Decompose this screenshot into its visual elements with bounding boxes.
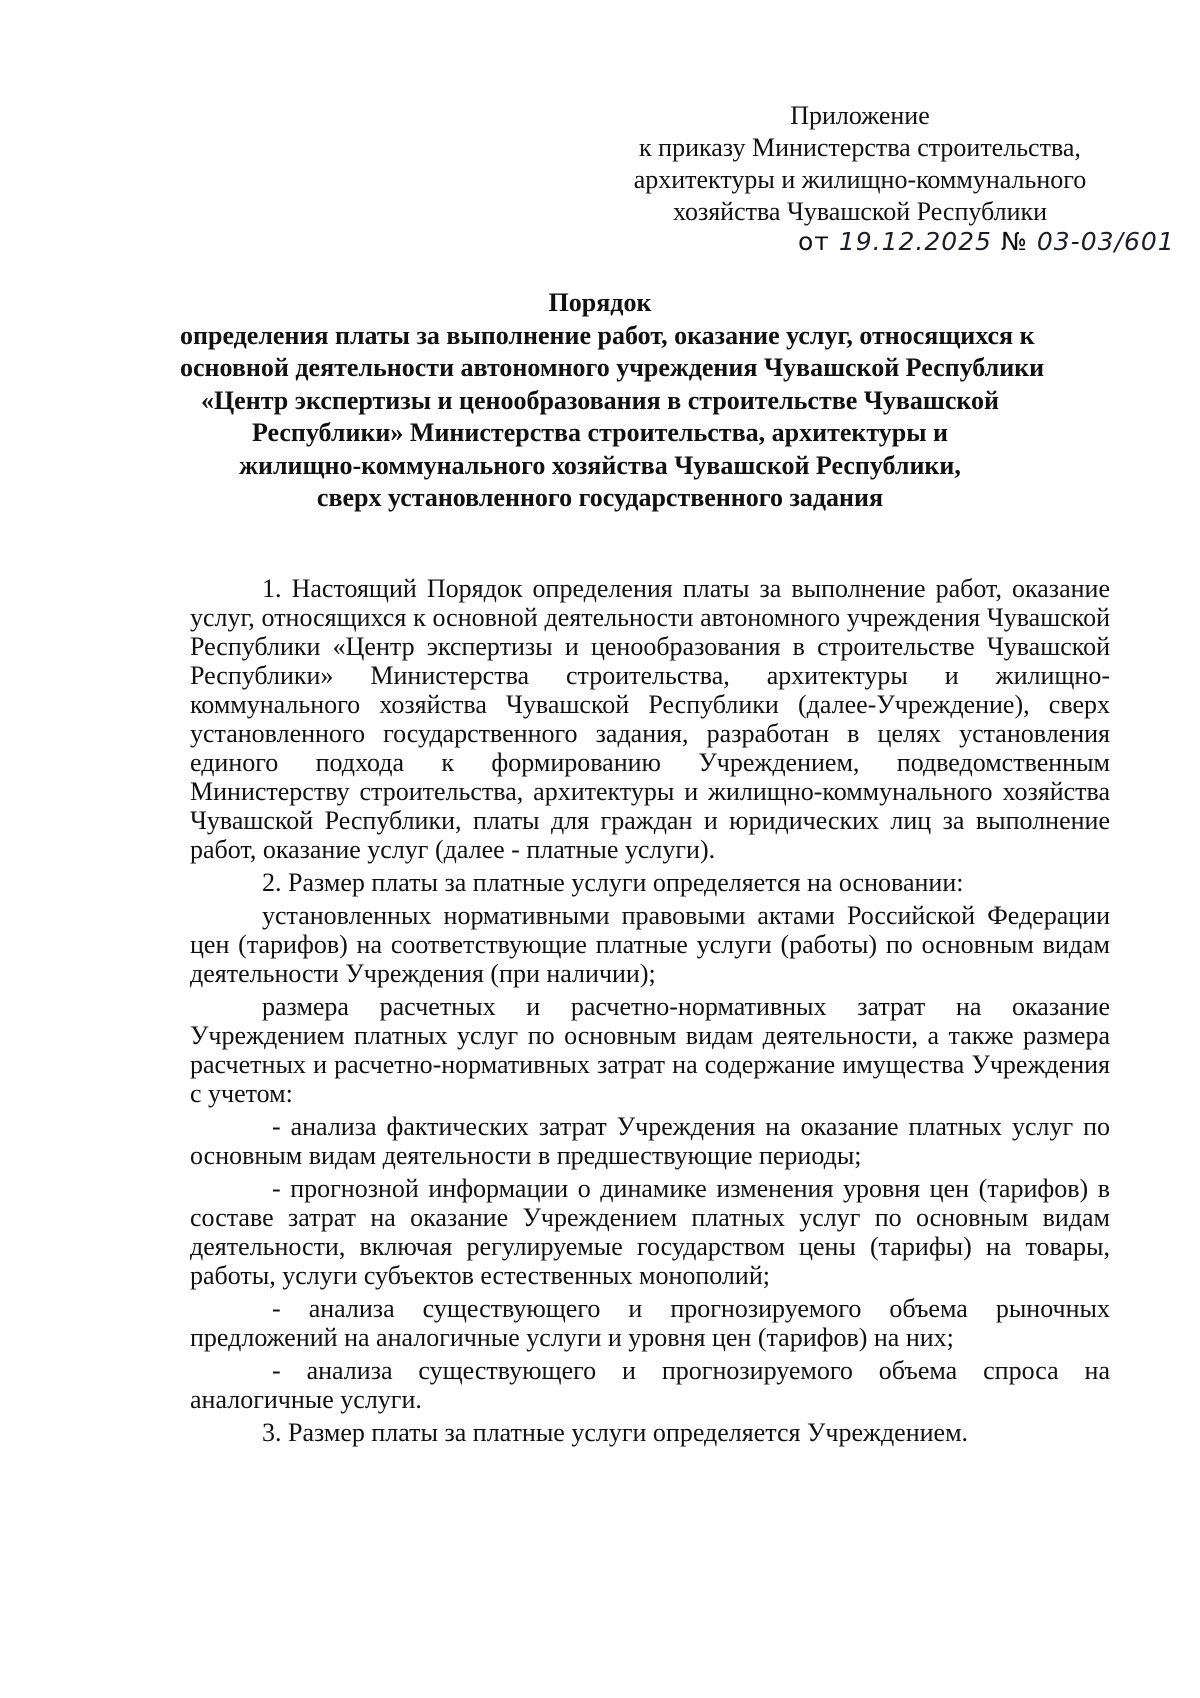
appendix-line: Приложение bbox=[790, 101, 930, 130]
order-date: 19.12.2025 bbox=[838, 227, 992, 256]
paragraph-2-item: размера расчетных и расчетно-нормативных затрат на оказание Учреждением платных услуг по основным видам деятельности, а также размера расчетных и расчетно-нормативных затрат на содержание имущества Учреждения с учетом: bbox=[190, 992, 1110, 1108]
title-line: Республики» Министерства строительства, архитектуры и bbox=[251, 418, 949, 447]
paragraph-3: 3. Размер платы за платные услуги определяется Учреждением. bbox=[262, 1418, 969, 1447]
appendix-line: архитектуры и жилищно-коммунального bbox=[633, 165, 1087, 194]
title-heading: Порядок bbox=[548, 288, 652, 317]
document-body bbox=[190, 574, 1110, 1451]
appendix-line: хозяйства Чувашской Республики bbox=[672, 197, 1048, 226]
title-line: основной деятельности автономного учреждения Чувашской Республики bbox=[180, 353, 1045, 382]
paragraph-2: 2. Размер платы за платные услуги определяется на основании: bbox=[262, 868, 964, 897]
paragraph-2-subitem: - прогнозной информации о динамике изменения уровня цен (тарифов) в составе затрат на оказание Учреждением платных услуг по основным видам деятельности, включая регулируемые государством цены (тарифы) на товары, работы, услуги субъектов естественных монополий; bbox=[190, 1174, 1110, 1290]
appendix-header bbox=[600, 100, 1120, 228]
appendix-line: к приказу Министерства строительства, bbox=[639, 133, 1081, 162]
paragraph-2-subitem: - анализа существующего и прогнозируемого объема рыночных предложений на аналогичные услуги и уровня цен (тарифов) на них; bbox=[190, 1294, 1110, 1352]
order-date-number bbox=[798, 226, 1175, 258]
document-title bbox=[180, 287, 1045, 515]
paragraph-2-subitem: - анализа фактических затрат Учреждения на оказание платных услуг по основным видам деятельности в предшествующие периоды; bbox=[190, 1112, 1110, 1170]
title-line: сверх установленного государственного задания bbox=[316, 483, 884, 512]
title-line: жилищно-коммунального хозяйства Чувашской Республики, bbox=[239, 450, 961, 480]
paragraph-1: 1. Настоящий Порядок определения платы за выполнение работ, оказание услуг, относящихся к основной деятельности автономного учреждения Чувашской Республики «Центр экспертизы и ценообразования в строительстве Чувашской Республики» Министерства строительства, архитектуры и жилищно-коммунального хозяйства Чувашской Республики (далее-Учреждение), сверх установленного государственного задания, разработан в целях установления единого подхода к формированию Учреждением, подведомственным Министерству строительства, архитектуры и жилищно-коммунального хозяйства Чувашской Республики, платы для граждан и юридических лиц за выполнение работ, оказание услуг (далее - платные услуги). bbox=[190, 574, 1110, 864]
paragraph-2-item: установленных нормативными правовыми актами Российской Федерации цен (тарифов) на соответствующие платные услуги (работы) по основным видам деятельности Учреждения (при наличии); bbox=[190, 901, 1110, 988]
title-line: определения платы за выполнение работ, оказание услуг, относящихся к bbox=[180, 320, 1035, 350]
order-number: 03-03/601 bbox=[1036, 227, 1175, 256]
paragraph-2-subitem: - анализа существующего и прогнозируемого объема спроса на аналогичные услуги. bbox=[190, 1356, 1110, 1414]
order-number-sign: № bbox=[1000, 227, 1028, 256]
title-line: «Центр экспертизы и ценообразования в строительстве Чувашской bbox=[200, 385, 1000, 415]
order-prefix: от bbox=[798, 227, 830, 256]
